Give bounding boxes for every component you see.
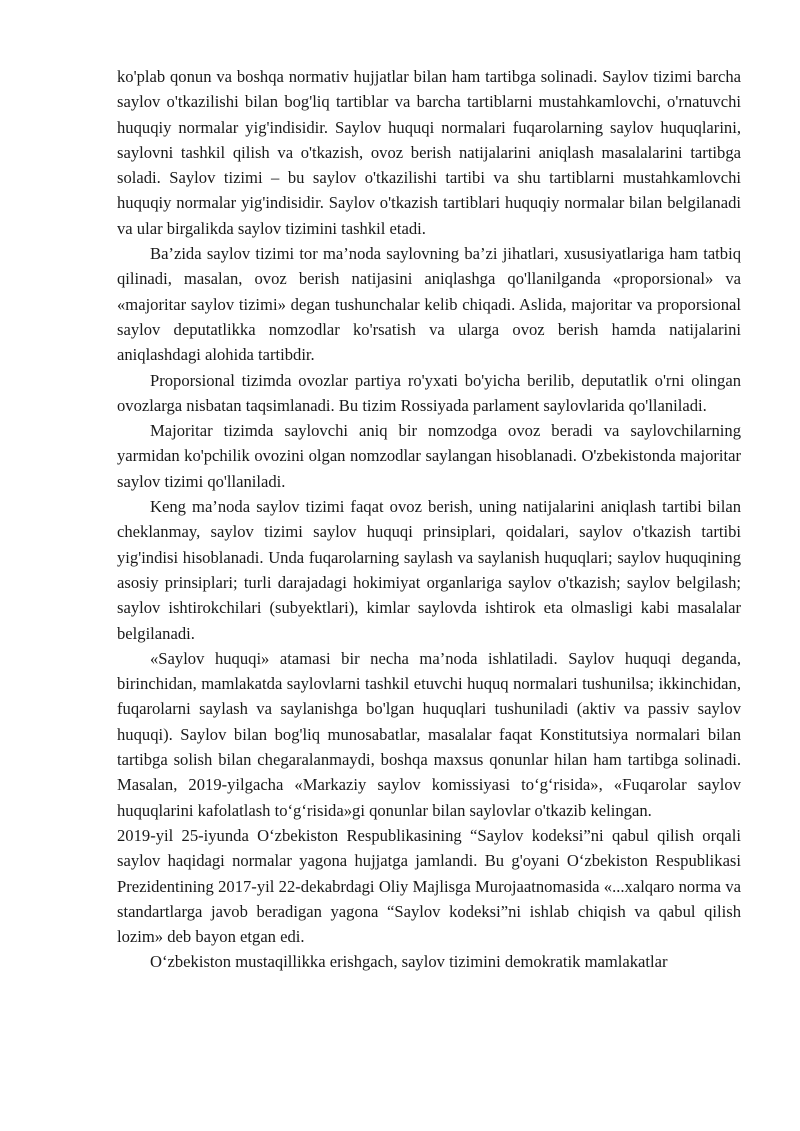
document-page bbox=[117, 64, 741, 975]
paragraph: «Saylov huquqi» atamasi bir necha ma’noda ishlatiladi. Saylov huquqi deganda, birinchidan, mamlakatda saylovlarni tashkil etuvchi huquq normalari tushunilsa; ikkinchidan, fuqarolarni saylash va saylanishga bo'lgan huquqlari tushuniladi (aktiv va passiv saylov huquqi). Saylov bilan bog'liq munosabatlar, masalalar faqat Konstitutsiya normalari bilan tartibga solish bilan chegaralanmaydi, boshqa maxsus qonunlar hilan ham tartibga solinadi. Masalan, 2019-yilgacha «Markaziy saylov komissiyasi to‘g‘risida», «Fuqarolar saylov huquqlarini kafolatlash to‘g‘risida»gi qonunlar bilan saylovlar o'tkazib kelingan. bbox=[117, 648, 741, 820]
paragraph: Proporsional tizimda ovozlar partiya ro'yxati bo'yicha berilib, deputatlik o'rni olingan ovozlarga nisbatan taqsimlanadi. Bu tizim Rossiyada parlament saylovlarida qo'llaniladi. bbox=[117, 370, 741, 415]
paragraph: Keng ma’noda saylov tizimi faqat ovoz berish, uning natijalarini aniqlash tartibi bilan cheklanmay, saylov tizimi saylov huquqi prinsiplari, qoidalari, saylov o'tkazish tartibi yig'indisi hisoblanadi. Unda fuqarolarning saylash va saylanish huquqlari; saylov huquqining asosiy prinsiplari; turli darajadagi hokimiyat organlariga saylov o'tkazish; saylov belgilash; saylov ishtirokchilari (subyektlari), kimlar saylovda ishtirok eta olmasligi kabi masalalar belgilanadi. bbox=[117, 497, 741, 643]
paragraph: ko'plab qonun va boshqa normativ hujjatlar bilan ham tartibga solinadi. Saylov tizimi barcha saylov o'tkazilishi bilan bog'liq tartiblar va barcha tartiblarni mustahkamlovchi, o'rnatuvchi huquqiy normalar yig'indisidir. Saylov huquqi normalari fuqarolarning saylov huquqlarini, saylovni tashkil qilish va o'tkazish, ovoz berish natijalarini aniqlash masalalarini tartibga soladi. Saylov tizimi – bu saylov o'tkazilishi tartibi va shu tartiblarni mustahkamlovchi huquqiy normalar yig'indisidir. Saylov o'tkazish tartiblari huquqiy normalar bilan belgilanadi va ular birgalikda saylov tizimini tashkil etadi. bbox=[117, 67, 741, 238]
paragraph: 2019-yil 25-iyunda O‘zbekiston Respublikasining “Saylov kodeksi”ni qabul qilish orqali saylov haqidagi normalar yagona hujjatga jamlandi. Bu g'oyani O‘zbekiston Respublikasi Prezidentining 2017-yil 22-dekabrdagi Oliy Majlisga Murojaatnomasida «...xalqaro norma va standartlarga javob beradigan yagona “Saylov kodeksi”ni ishlab chiqish va qabul qilish lozim» deb bayon etgan edi. bbox=[117, 825, 741, 947]
paragraph: Ba’zida saylov tizimi tor ma’noda saylovning ba’zi jihatlari, xususiyatlariga ham tatbiq qilinadi, masalan, ovoz berish natijasini aniqlashga qo'llanilganda «proporsional» va «majoritar saylov tizimi» degan tushunchalar kelib chiqadi. Aslida, majoritar va proporsional saylov deputatlikka nomzodlar ko'rsatish va ularga ovoz berish hamda natijalarini aniqlashdagi alohida tartibdir. bbox=[117, 244, 741, 365]
paragraph-last-line: O‘zbekiston mustaqillikka erishgach, saylov tizimini demokratik mamlakatlar bbox=[150, 952, 668, 972]
paragraph: Majoritar tizimda saylovchi aniq bir nomzodga ovoz beradi va saylovchilarning yarmidan ko'pchilik ovozini olgan nomzodlar saylangan hisoblanadi. O'zbekistonda majoritar saylov tizimi qo'llaniladi. bbox=[117, 421, 741, 491]
